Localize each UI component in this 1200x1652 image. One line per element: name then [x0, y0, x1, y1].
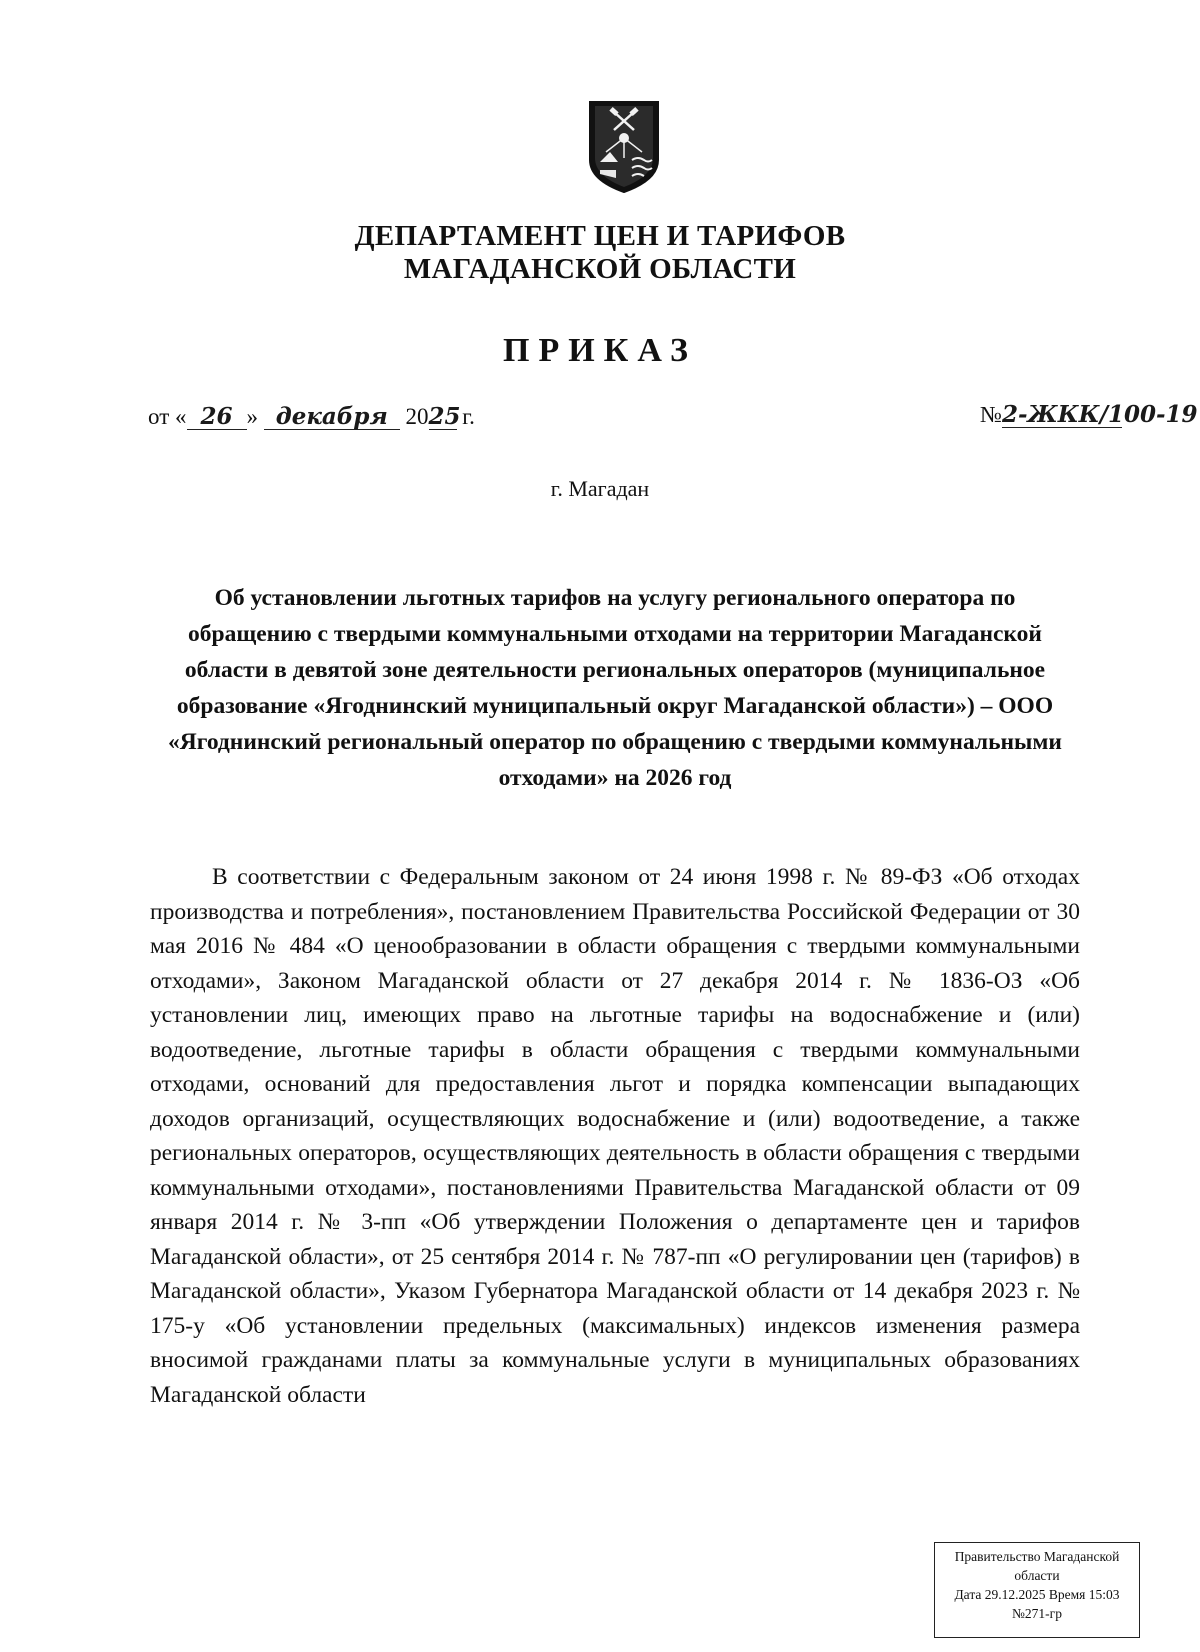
coat-of-arms-icon — [586, 100, 662, 194]
stamp-line1: Правительство Магаданской — [954, 1549, 1120, 1564]
department-name-line2: МАГАДАНСКОЙ ОБЛАСТИ — [403, 253, 797, 285]
date-month-handwritten: декабря — [275, 403, 388, 430]
stamp-line2: области — [1014, 1568, 1060, 1583]
order-number — [980, 401, 1198, 428]
department-name-line1: ДЕПАРТАМЕНТ ЦЕН И ТАРИФОВ — [354, 220, 846, 252]
order-body-paragraph: В соответствии с Федеральным законом от 24 июня 1998 г. № 89-ФЗ «Об отходах производства и потребления», постановлением Правительства Российской Федерации от 30 мая 2016 № 484 «О ценообразовании в области обращения с твердыми коммунальными отходами», Законом Магаданской области от 27 декабря 2014 г. № 1836-ОЗ «Об установлении лиц, имеющих право на льготные тарифы на водоснабжение и (или) водоотведение, льготные тарифы в области обращения с твердыми коммунальными отходами, оснований для предоставления льгот и порядка компенсации выпадающих доходов организаций, осуществляющих водоснабжение и (или) водоотведение, а также региональных операторов, осуществляющих деятельность в области обращения с твердыми коммунальными отходами», постановлениями Правительства Магаданской области от 09 января 2014 г. № 3-пп «Об утверждении Положения о департаменте цен и тарифов Магаданской области», от 25 сентября 2014 г. № 787-пп «О регулировании цен (тарифов) в Магаданской области», Указом Губернатора Магаданской области от 14 декабря 2023 г. № 175-у «Об установлении предельных (максимальных) индексов изменения размера вносимой гражданами платы за коммунальные услуги в муниципальных образованиях Магаданской области — [150, 864, 1080, 1408]
order-subject-title: Об установлении льготных тарифов на услугу регионального оператора по обращению с твердыми коммунальными отходами на территории Магаданской области в девятой зоне деятельности региональных операторов (муниципальное образование «Ягоднинский муниципальный округ Магаданской области») – ООО «Ягоднинский региональный оператор по обращению с твердыми коммунальными отходами» на 2026 год — [168, 585, 1062, 791]
stamp-line3: Дата 29.12.2025 Время 15:03 — [954, 1587, 1120, 1602]
date-day-handwritten: 26 — [200, 403, 233, 430]
date-year-word: г. — [462, 404, 475, 429]
date-year-prefix: 20 — [405, 404, 429, 429]
registration-stamp — [934, 1542, 1140, 1638]
order-date — [148, 404, 475, 430]
number-prefix: № — [980, 402, 1002, 427]
date-year-handwritten: 25 — [428, 403, 461, 430]
date-prefix: от « — [148, 404, 187, 429]
number-handwritten: 2-ЖКК/100-19 — [1002, 401, 1198, 428]
stamp-line4: №271-гр — [1012, 1606, 1062, 1621]
city-name: г. Магадан — [550, 476, 650, 501]
date-day-close: » — [246, 404, 258, 429]
document-type-title: ПРИКАЗ — [503, 332, 697, 369]
